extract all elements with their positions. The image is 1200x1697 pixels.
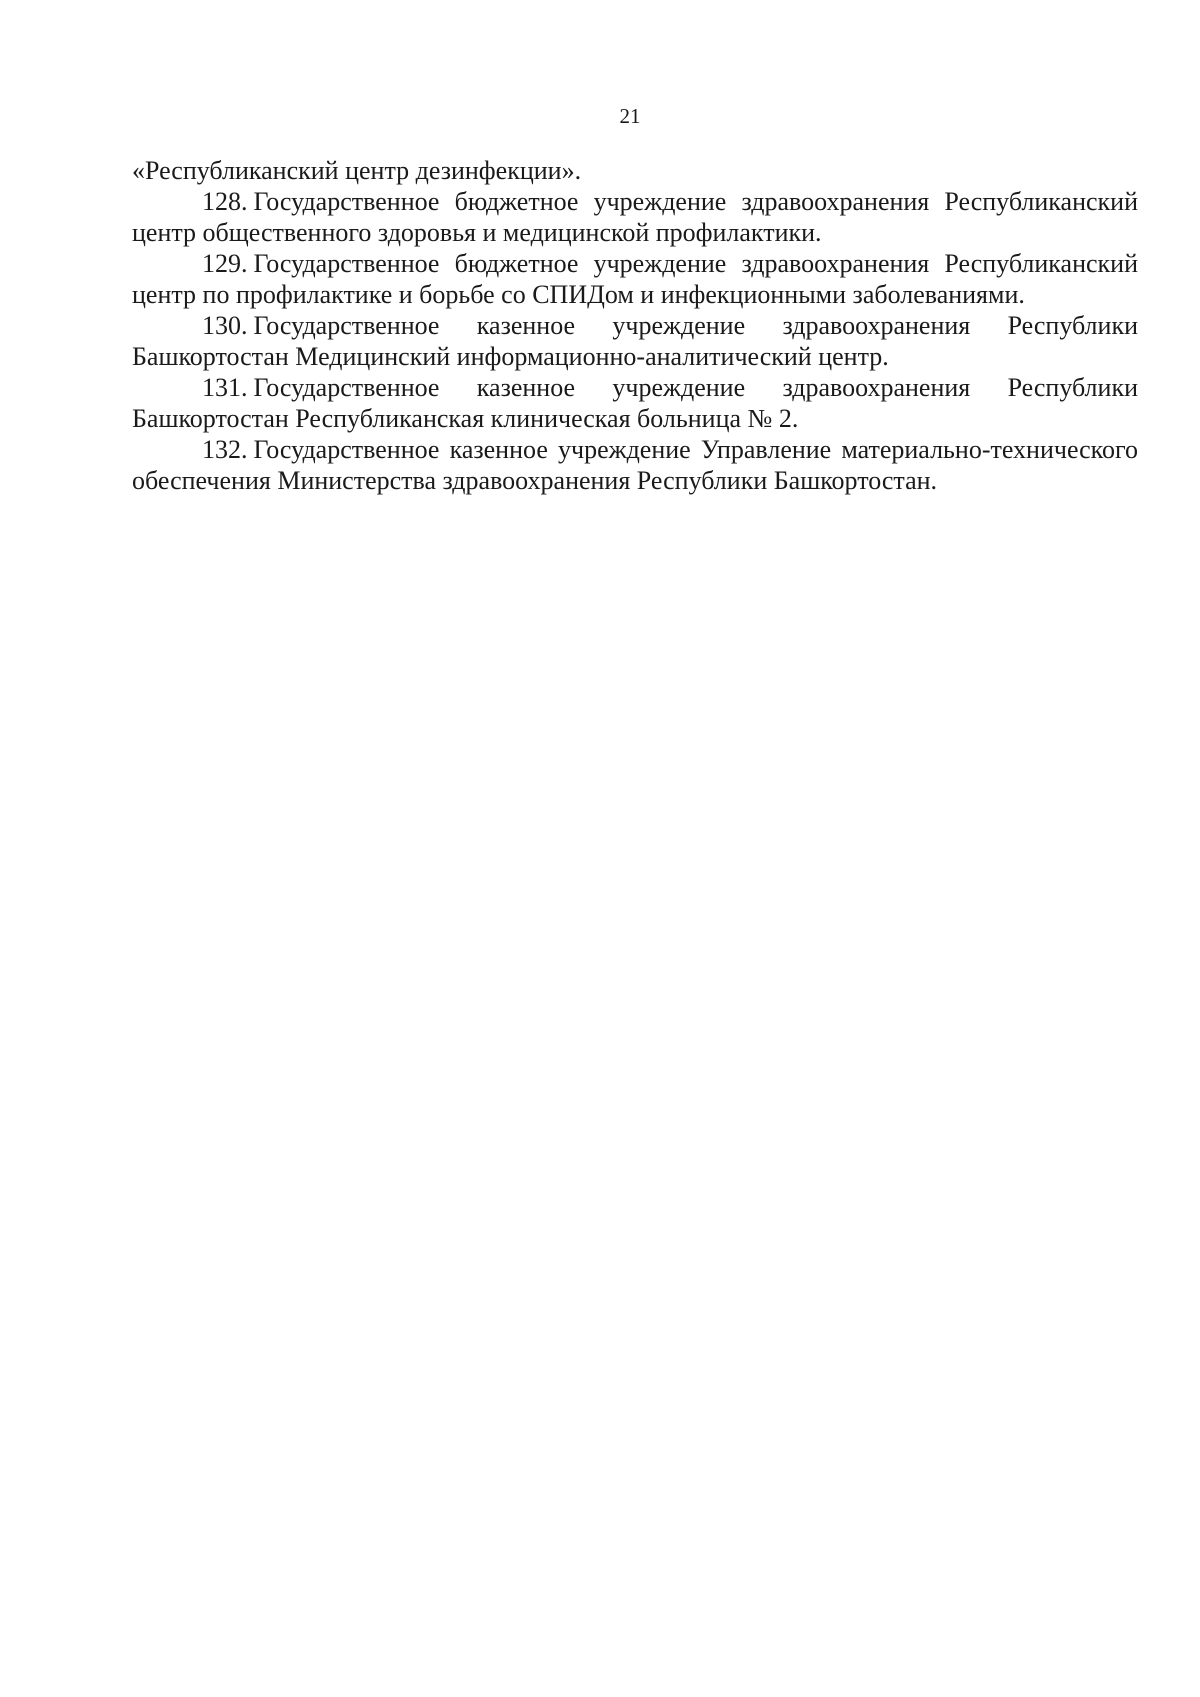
list-item-number: 130. (202, 311, 248, 340)
list-item-number: 128. (202, 187, 248, 216)
list-item-number: 129. (202, 249, 248, 278)
list-item-text: Государственное бюджетное учреждение здравоохранения Республиканский центр общественного здоровья и медицинской профилактики. (132, 187, 1138, 247)
list-item-continuation (132, 155, 1138, 186)
list-item-number: 131. (202, 373, 248, 402)
list-item (132, 372, 1138, 434)
list-item (132, 186, 1138, 248)
list-item-number: 132. (202, 435, 248, 464)
list-item (132, 248, 1138, 310)
list-item (132, 434, 1138, 496)
list-item-text: «Республиканский центр дезинфекции». (132, 156, 582, 185)
list-item-text: Государственное бюджетное учреждение здравоохранения Республиканский центр по профилактике и борьбе со СПИДом и инфекционными заболеваниями. (132, 249, 1138, 309)
list-item-text: Государственное казенное учреждение Управление материально-технического обеспечения Министерства здравоохранения Республики Башкортостан. (132, 435, 1138, 495)
page-number: 21 (619, 104, 641, 128)
document-body (132, 155, 1138, 496)
list-item-text: Государственное казенное учреждение здравоохранения Республики Башкортостан Республиканская клиническая больница № 2. (132, 373, 1138, 433)
list-item (132, 310, 1138, 372)
list-item-text: Государственное казенное учреждение здравоохранения Республики Башкортостан Медицинский информационно-аналитический центр. (132, 311, 1138, 371)
